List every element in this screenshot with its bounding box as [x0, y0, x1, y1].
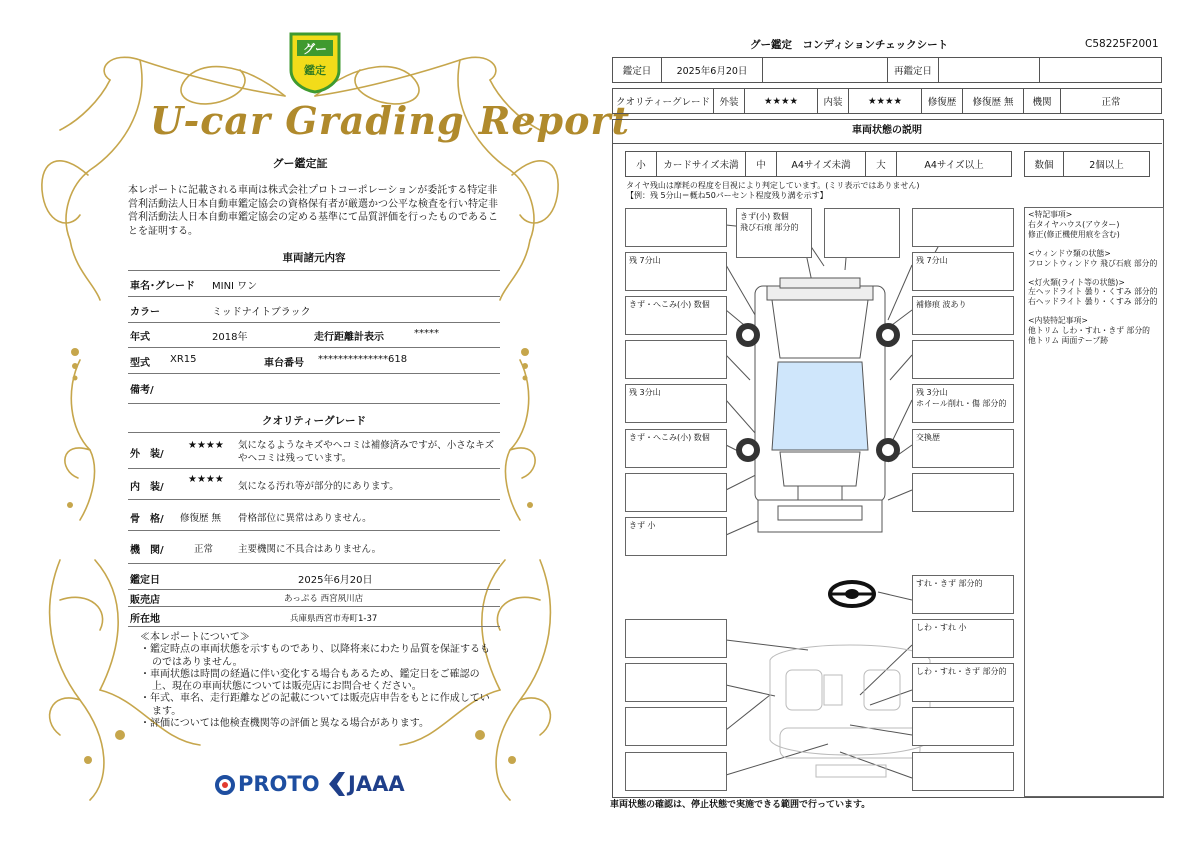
special-note-line: 左ヘッドライト 曇り・くすみ 部分的 [1028, 287, 1158, 297]
specs-section-title: 車両諸元内容 [282, 252, 346, 264]
quality-grade-table [612, 88, 1162, 114]
note-item: ・鑑定時点の車両状態を示すものであり、以降将来にわたり品質を保証するものではありません。 [140, 644, 490, 668]
divider [128, 270, 500, 271]
sheet-code: C58225F2001 [1085, 38, 1159, 50]
certificate-title: グー鑑定証 [272, 157, 328, 170]
note-item: ・車両状態は時間の経過に伴い変化する場合もあるため、鑑定日をご確認の上、現在の車両状態については販売店にお問合せください。 [140, 668, 480, 693]
count-legend-table [1024, 151, 1150, 177]
damage-box [736, 208, 812, 258]
damage-text: 残 7分山 [916, 256, 948, 265]
star-rating: ★★★★ [188, 440, 224, 451]
damage-box [912, 384, 1014, 423]
int-stars: ★★★★ [849, 89, 922, 114]
damage-box [912, 296, 1014, 335]
damage-box [912, 473, 1014, 512]
condition-title: 車両状態の説明 [612, 119, 1162, 144]
special-note-line: <ウィンドウ類の状態> [1028, 248, 1111, 258]
special-note-line: 修正(修正機使用痕を含む) [1028, 229, 1120, 239]
damage-text: しわ・すれ 小 [916, 623, 967, 632]
spec-label: カラー [130, 307, 160, 318]
divider [128, 606, 500, 607]
jaaa-logo-icon [327, 770, 347, 798]
spec-label: 型式 [130, 358, 150, 369]
report-notes [140, 632, 492, 730]
svg-text:鑑定: 鑑定 [304, 64, 326, 77]
damage-box [912, 252, 1014, 291]
quality-row-exterior [128, 440, 500, 470]
damage-box [625, 429, 727, 468]
date-value: 2025年6月20日 [662, 58, 763, 83]
quality-text: 気になるようなキズやヘコミは補修済みですが、小さなキズやヘコミは残っています。 [238, 440, 495, 464]
divider [128, 296, 500, 297]
spec-value: ***** [414, 328, 439, 339]
quality-label: 内 装/ [130, 482, 164, 493]
special-note-spacer [1028, 307, 1160, 316]
spec-label: 備考/ [130, 385, 154, 396]
special-note-line: <内装特記事項> [1028, 316, 1088, 326]
info-value: あっぷる 西宮夙川店 [284, 594, 364, 604]
info-label: 販売店 [130, 595, 160, 606]
spec-label: 走行距離計表示 [314, 332, 384, 343]
damage-text: きず(小) 数個 飛び石痕 部分的 [740, 212, 799, 232]
quality-label: 外 装/ [130, 449, 164, 460]
damage-text: 交換歴 [916, 433, 940, 442]
date-label: 鑑定日 [613, 58, 662, 83]
divider [128, 468, 500, 469]
quality-label: クオリティーグレード [613, 89, 714, 114]
reappraisal-label: 再鑑定日 [888, 58, 939, 83]
special-note-line: 右ヘッドライト 曇り・くすみ 部分的 [1028, 297, 1158, 307]
divider [128, 563, 500, 564]
spec-label: 車名･グレード [130, 281, 195, 292]
damage-box [912, 707, 1014, 746]
condition-check-sheet [600, 0, 1200, 848]
count-desc: 2個以上 [1064, 152, 1150, 177]
info-value: 2025年6月20日 [298, 575, 373, 586]
damage-box [912, 575, 1014, 614]
count-label: 数個 [1025, 152, 1064, 177]
spec-value: **************618 [318, 354, 408, 365]
damage-box [625, 208, 727, 247]
special-note-spacer [1028, 269, 1160, 278]
quality-text: 主要機関に不具合はありません。 [238, 544, 382, 555]
quality-value: 正常 [194, 544, 214, 555]
repair-label: 修復歴 [922, 89, 963, 114]
note-item: ・年式、車名、走行距離などの記載については販売店申告をもとに作成しています。 [140, 693, 490, 717]
divider [128, 373, 500, 374]
proto-logo: PROTO [238, 772, 320, 796]
quality-label: 骨 格/ [130, 514, 164, 525]
damage-box [625, 384, 727, 423]
ext-stars: ★★★★ [745, 89, 818, 114]
proto-logo-icon [214, 774, 236, 796]
special-note-line: フロントウィンドウ 飛び石痕 部分的 [1028, 258, 1158, 268]
damage-text: しわ・すれ・きず 部分的 [916, 667, 1007, 676]
divider [128, 589, 500, 590]
divider [128, 626, 500, 627]
damage-box [912, 619, 1014, 658]
damage-text: きず・へこみ(小) 数個 [629, 300, 710, 309]
info-label: 鑑定日 [130, 575, 160, 586]
size-large-desc: A4サイズ以上 [897, 152, 1012, 177]
damage-box [912, 208, 1014, 247]
spec-value: ミッドナイトブラック [212, 307, 311, 318]
divider [128, 432, 500, 433]
spec-label: 車台番号 [264, 358, 304, 369]
engine-value: 正常 [1061, 89, 1162, 114]
damage-text: すれ・きず 部分的 [916, 579, 983, 588]
certificate-text: 本レポートに記載される車両は株式会社プロトコーポレーションが委託する特定非営利活動法人日本自動車鑑定協会の資格保有者が厳選かつ公平な検査を行い特定非営利活動法人日本自動車鑑定協会の定める基準にて品質評価を行ったものであることを証明する。 [128, 185, 498, 237]
spec-value: 2018年 [212, 332, 248, 343]
divider [128, 403, 500, 404]
spec-label: 年式 [130, 332, 150, 343]
special-note-line: 右タイヤハウス(アウター) [1028, 219, 1120, 229]
special-note-line: <特記事項> [1028, 210, 1073, 219]
special-notes-box [1024, 207, 1164, 797]
damage-box [625, 707, 727, 746]
quality-text: 気になる汚れ等が部分的にあります。 [238, 481, 399, 492]
damage-box [824, 208, 900, 258]
quality-value: 修復歴 無 [180, 513, 222, 524]
quality-label: 機 関/ [130, 545, 164, 556]
damage-box [912, 429, 1014, 468]
tire-note-example: 【例：残 5分山＝概ね50パーセント程度残り溝を示す】 [626, 191, 828, 200]
damage-box [625, 752, 727, 791]
tire-note: タイヤ残山は摩耗の程度を目視により判定しています。(ミリ表示ではありません) [626, 181, 920, 190]
damage-box [912, 752, 1014, 791]
damage-text: きず 小 [629, 521, 656, 530]
engine-label: 機関 [1024, 89, 1061, 114]
sheet-title: グー鑑定 コンディションチェックシート [750, 39, 949, 51]
quality-section-title: クオリティーグレード [262, 415, 366, 427]
condition-notice: 車両状態の確認は、停止状態で実施できる範囲で行っています。 [610, 800, 871, 810]
note-item: ・評価については他検査機関等の評価と異なる場合があります。 [140, 718, 429, 730]
svg-text:グー: グー [302, 42, 328, 56]
spec-value: MINI ワン [212, 281, 258, 292]
damage-box [625, 517, 727, 556]
steering-wheel-icon [830, 582, 874, 606]
report-script-title: U-car Grading Report [150, 98, 631, 143]
damage-box [625, 296, 727, 335]
goo-kantei-badge-icon [285, 30, 345, 94]
special-note-line: 他トリム 両面テープ跡 [1028, 336, 1109, 346]
star-rating: ★★★★ [188, 474, 224, 485]
damage-box [912, 663, 1014, 702]
damage-text: 残 3分山 ホイール削れ・傷 部分的 [916, 388, 1007, 408]
quality-text: 骨格部位に異常はありません。 [238, 513, 372, 524]
divider [128, 347, 500, 348]
divider [128, 499, 500, 500]
spec-value: XR15 [170, 354, 197, 365]
damage-box [625, 340, 727, 379]
special-note-spacer [1028, 240, 1160, 249]
divider [128, 530, 500, 531]
damage-text: 補修痕 波あり [916, 300, 967, 309]
notes-title: ≪本レポートについて≫ [140, 632, 250, 643]
info-value: 兵庫県西宮市寿町1-37 [290, 614, 378, 624]
divider [128, 322, 500, 323]
size-large: 大 [866, 152, 897, 177]
size-medium: 中 [746, 152, 777, 177]
size-small-desc: カードサイズ未満 [657, 152, 746, 177]
jaaa-logo: JAAA [348, 772, 405, 796]
repair-value: 修復歴 無 [963, 89, 1024, 114]
damage-text: 残 3分山 [629, 388, 661, 397]
info-label: 所在地 [130, 614, 160, 625]
size-small: 小 [626, 152, 657, 177]
empty-cell [763, 58, 888, 83]
damage-box [625, 619, 727, 658]
damage-box [912, 340, 1014, 379]
damage-box [625, 473, 727, 512]
empty-cell [1040, 58, 1162, 83]
ext-label: 外装 [714, 89, 745, 114]
size-medium-desc: A4サイズ未満 [777, 152, 866, 177]
size-legend-table [625, 151, 1012, 177]
int-label: 内装 [818, 89, 849, 114]
damage-box [625, 663, 727, 702]
damage-text: きず・へこみ(小) 数個 [629, 433, 710, 442]
special-note-line: <灯火類(ライト等の状態)> [1028, 277, 1125, 287]
damage-text: 残 7分山 [629, 256, 661, 265]
special-note-line: 他トリム しわ・すれ・きず 部分的 [1028, 326, 1150, 336]
damage-box [625, 252, 727, 291]
appraisal-date-table [612, 57, 1162, 83]
reappraisal-value [939, 58, 1040, 83]
